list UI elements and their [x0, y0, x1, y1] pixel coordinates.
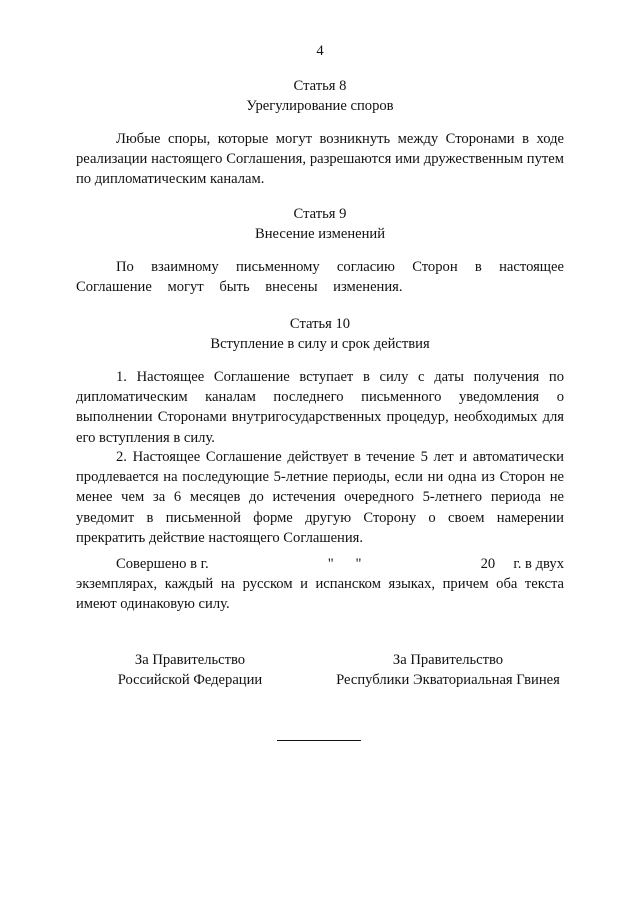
- article-9-paragraph: По взаимному письменному согласию Сторон в настоящее Соглашение могут быть внесены изменения.: [76, 259, 564, 296]
- article-8-paragraph: Любые споры, которые могут возникнуть между Сторонами в ходе реализации настоящего Соглашения, разрешаются ими дружественным путем по дипломатическим каналам.: [76, 131, 564, 188]
- article-8-title: Урегулирование споров: [246, 98, 394, 114]
- closing-rule: [277, 740, 361, 741]
- article-10-paragraph-2: 2. Настоящее Соглашение действует в течение 5 лет и автоматически продлевается на последующие 5-летние периоды, если ни одна из Сторон не менее чем за 6 месяцев до истечения очередного 5-летнего периода не уведомит в письменной форме другую Сторону о своем намерении прекратить действие настоящего Соглашения.: [76, 449, 564, 546]
- signatory-right-line2: Республики Экваториальная Гвинея: [336, 672, 560, 689]
- signing-date-quotes: " ": [327, 556, 362, 572]
- page-number: 4: [316, 43, 324, 59]
- article-10-paragraph-1: 1. Настоящее Соглашение вступает в силу с даты получения по дипломатическим каналам последнего письменного уведомления о выполнении Сторонами внутригосударственных процедур, необходимых для его вступления в силу.: [76, 369, 564, 446]
- signatory-left-line2: Российской Федерации: [117, 672, 263, 689]
- article-10-number: Статья 10: [289, 316, 351, 332]
- signatory-right: [326, 650, 570, 690]
- article-9-number: Статья 9: [293, 206, 347, 222]
- signing-clause: [76, 554, 564, 615]
- article-10-title: Вступление в силу и срок действия: [210, 336, 430, 352]
- signing-languages-text: экземплярах, каждый на русском и испанском языках, причем оба текста имеют одинаковую силу.: [76, 576, 564, 613]
- signatory-left: [68, 650, 312, 690]
- signing-place-label: Совершено в г.: [116, 556, 209, 572]
- signing-year-copies: 20 г. в двух: [480, 556, 564, 572]
- article-9-title: Внесение изменений: [254, 226, 386, 242]
- signatory-left-line1: За Правительство: [134, 652, 246, 668]
- article-8-number: Статья 8: [293, 78, 347, 94]
- signatory-right-line1: За Правительство: [392, 652, 504, 668]
